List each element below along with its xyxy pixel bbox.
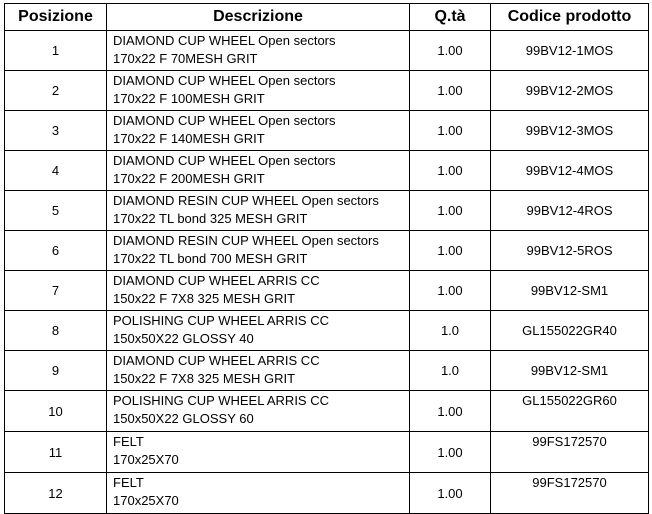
cell-quantity: 1.0: [410, 351, 491, 391]
cell-quantity: 1.00: [410, 31, 491, 71]
cell-description: [107, 31, 410, 71]
description-line-1: FELT: [113, 475, 144, 490]
table-row: [5, 271, 649, 311]
cell-quantity: 1.00: [410, 271, 491, 311]
cell-code: GL155022GR60: [491, 391, 649, 432]
cell-description: [107, 111, 410, 151]
cell-code: GL155022GR40: [491, 311, 649, 351]
cell-code: 99FS172570: [491, 432, 649, 473]
description-line-2: 170x22 F 140MESH GRIT: [113, 131, 265, 146]
cell-position: 5: [5, 191, 107, 231]
cell-description: [107, 271, 410, 311]
cell-description: [107, 191, 410, 231]
header-position: Posizione: [5, 4, 107, 31]
description-line-2: 150x50X22 GLOSSY 40: [113, 331, 254, 346]
cell-quantity: 1.00: [410, 391, 491, 432]
cell-position: 12: [5, 473, 107, 514]
cell-code: 99BV12-2MOS: [491, 71, 649, 111]
table-row: [5, 151, 649, 191]
table-header-row: [5, 4, 649, 31]
table-row: [5, 473, 649, 514]
cell-description: [107, 311, 410, 351]
cell-code: 99BV12-SM1: [491, 351, 649, 391]
cell-position: 9: [5, 351, 107, 391]
cell-description: [107, 432, 410, 473]
cell-position: 8: [5, 311, 107, 351]
cell-code: 99BV12-4MOS: [491, 151, 649, 191]
cell-position: 3: [5, 111, 107, 151]
description-line-2: 150x22 F 7X8 325 MESH GRIT: [113, 291, 296, 306]
description-line-2: 170x22 TL bond 325 MESH GRIT: [113, 211, 308, 226]
cell-description: [107, 71, 410, 111]
cell-position: 2: [5, 71, 107, 111]
cell-description: [107, 351, 410, 391]
table-row: [5, 432, 649, 473]
table-row: [5, 31, 649, 71]
cell-position: 6: [5, 231, 107, 271]
cell-quantity: 1.00: [410, 151, 491, 191]
cell-description: [107, 391, 410, 432]
cell-code: 99BV12-3MOS: [491, 111, 649, 151]
cell-quantity: 1.00: [410, 231, 491, 271]
description-line-2: 170x25X70: [113, 452, 179, 467]
description-line-1: DIAMOND RESIN CUP WHEEL Open sectors: [113, 233, 379, 248]
cell-quantity: 1.0: [410, 311, 491, 351]
table-row: [5, 191, 649, 231]
description-line-2: 150x22 F 7X8 325 MESH GRIT: [113, 371, 296, 386]
description-line-1: FELT: [113, 434, 144, 449]
table-row: [5, 231, 649, 271]
description-line-1: DIAMOND CUP WHEEL Open sectors: [113, 153, 336, 168]
description-line-1: DIAMOND RESIN CUP WHEEL Open sectors: [113, 193, 379, 208]
description-line-1: DIAMOND CUP WHEEL ARRIS CC: [113, 273, 320, 288]
cell-quantity: 1.00: [410, 111, 491, 151]
cell-description: [107, 151, 410, 191]
description-line-1: DIAMOND CUP WHEEL Open sectors: [113, 33, 336, 48]
description-line-2: 150x50X22 GLOSSY 60: [113, 411, 254, 426]
description-line-1: POLISHING CUP WHEEL ARRIS CC: [113, 313, 329, 328]
cell-quantity: 1.00: [410, 473, 491, 514]
description-line-1: DIAMOND CUP WHEEL ARRIS CC: [113, 353, 320, 368]
description-line-2: 170x22 F 100MESH GRIT: [113, 91, 265, 106]
cell-code: 99FS172570: [491, 473, 649, 514]
description-line-2: 170x22 F 70MESH GRIT: [113, 51, 258, 66]
product-table-wrapper: [4, 3, 649, 514]
header-quantity: Q.tà: [410, 4, 491, 31]
cell-position: 4: [5, 151, 107, 191]
cell-position: 1: [5, 31, 107, 71]
cell-code: 99BV12-1MOS: [491, 31, 649, 71]
table-row: [5, 391, 649, 432]
description-line-2: 170x22 TL bond 700 MESH GRIT: [113, 251, 308, 266]
table-body: [5, 31, 649, 514]
cell-quantity: 1.00: [410, 432, 491, 473]
cell-position: 10: [5, 391, 107, 432]
description-line-1: POLISHING CUP WHEEL ARRIS CC: [113, 393, 329, 408]
cell-code: 99BV12-SM1: [491, 271, 649, 311]
description-line-2: 170x22 F 200MESH GRIT: [113, 171, 265, 186]
table-row: [5, 311, 649, 351]
product-table: [4, 3, 649, 514]
cell-position: 7: [5, 271, 107, 311]
cell-position: 11: [5, 432, 107, 473]
cell-description: [107, 231, 410, 271]
table-row: [5, 351, 649, 391]
cell-code: 99BV12-4ROS: [491, 191, 649, 231]
description-line-2: 170x25X70: [113, 493, 179, 508]
description-line-1: DIAMOND CUP WHEEL Open sectors: [113, 73, 336, 88]
header-description: Descrizione: [107, 4, 410, 31]
cell-description: [107, 473, 410, 514]
description-line-1: DIAMOND CUP WHEEL Open sectors: [113, 113, 336, 128]
cell-quantity: 1.00: [410, 71, 491, 111]
header-code: Codice prodotto: [491, 4, 649, 31]
table-row: [5, 71, 649, 111]
cell-quantity: 1.00: [410, 191, 491, 231]
table-row: [5, 111, 649, 151]
cell-code: 99BV12-5ROS: [491, 231, 649, 271]
